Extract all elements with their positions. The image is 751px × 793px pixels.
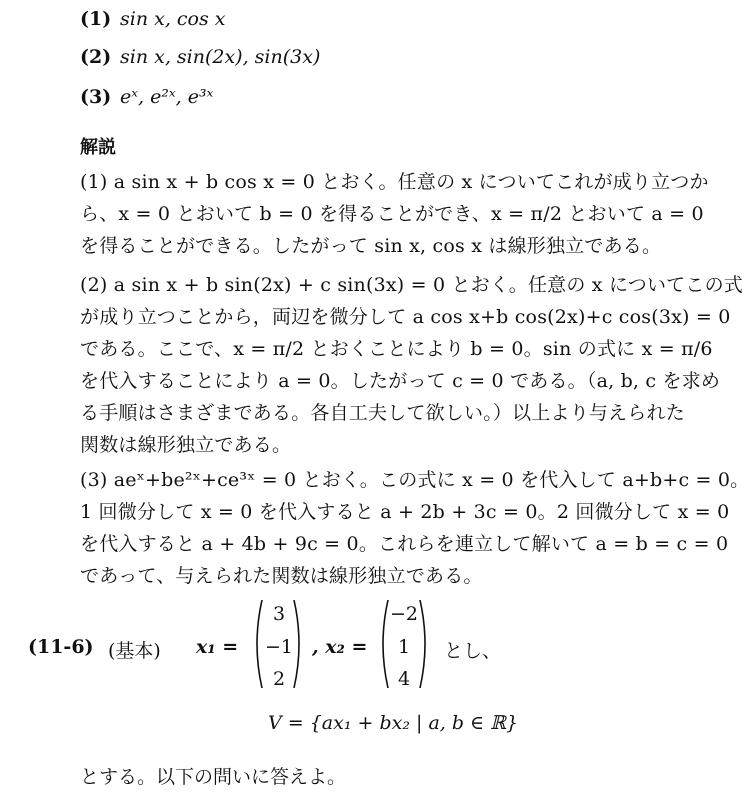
exercise-number: (1) [80, 8, 112, 30]
solution-1-line: ら、x = 0 とおいて b = 0 を得ることができ、x = π/2 とおいて a = 0 [80, 203, 704, 225]
exercise-number: (2) [80, 46, 112, 68]
solution-2-line: (2) a sin x + b sin(2x) + c sin(3x) = 0 とおく。任意の x についてこの式 [80, 274, 743, 296]
solution-2-line: 関数は線形独立である。 [80, 434, 292, 456]
solution-1-line: (1) a sin x + b cos x = 0 とおく。任意の x についてこれが成り立つか [80, 171, 709, 193]
section-heading: 解説 [80, 137, 116, 158]
exercise-item-1 [80, 8, 225, 30]
solution-3-line: を代入すると a + 4b + 9c = 0。これらを連立して解いて a = b = c = 0 [80, 533, 729, 555]
solution-2-line: る手順はさまざまである。各自工夫して欲しい。）以上より与えられた [80, 402, 685, 424]
vector-x2-entry: −2 [389, 603, 418, 625]
vector-x1-entry: 2 [272, 668, 286, 690]
exercise-item-2 [80, 46, 320, 68]
right-paren [292, 598, 306, 690]
solution-3-line: (3) aeˣ+be²ˣ+ce³ˣ = 0 とおく。この式に x = 0 を代入して a+b+c = 0。 [80, 469, 750, 491]
vector-x1-label: x₁ = [196, 636, 239, 658]
vector-x2-entry: 1 [397, 636, 411, 658]
solution-2-line: が成り立つことから，両辺を微分して a cos x+b cos(2x)+c cos(3x) = 0 [80, 306, 731, 328]
solution-1-line: を得ることができる。したがって sin x, cos x は線形独立である。 [80, 235, 662, 257]
vector-x1-entry: −1 [264, 636, 293, 658]
problem-label: (11-6) [28, 636, 94, 658]
exercise-item-3 [80, 86, 213, 108]
solution-3-line: 1 回微分して x = 0 を代入すると a + 2b + 3c = 0。2 回微分して x = 0 [80, 501, 730, 523]
right-paren [418, 598, 432, 690]
exercise-text: sin x, sin(2x), sin(3x) [120, 46, 321, 68]
problem-suffix: とし、 [444, 640, 502, 662]
vector-x2-entry: 4 [397, 668, 411, 690]
set-definition: V = {ax₁ + bx₂ | a, b ∈ ℝ} [268, 712, 519, 734]
closing-text: とする。以下の問いに答えよ。 [80, 766, 347, 788]
problem-tag: (基本) [108, 640, 161, 662]
solution-2-line: を代入することにより a = 0。したがって c = 0 である。（a, b, c を求め [80, 370, 721, 392]
solution-3-line: であって、与えられた関数は線形独立である。 [80, 565, 483, 587]
exercise-number: (3) [80, 86, 112, 108]
solution-2-line: である。ここで、x = π/2 とおくことにより b = 0。sin の式に x = π/6 [80, 338, 713, 360]
vector-x2-label: , x₂ = [312, 636, 368, 658]
exercise-text: eˣ, e²ˣ, e³ˣ [120, 86, 214, 108]
vector-x1-entry: 3 [272, 603, 286, 625]
exercise-text: sin x, cos x [120, 8, 226, 30]
